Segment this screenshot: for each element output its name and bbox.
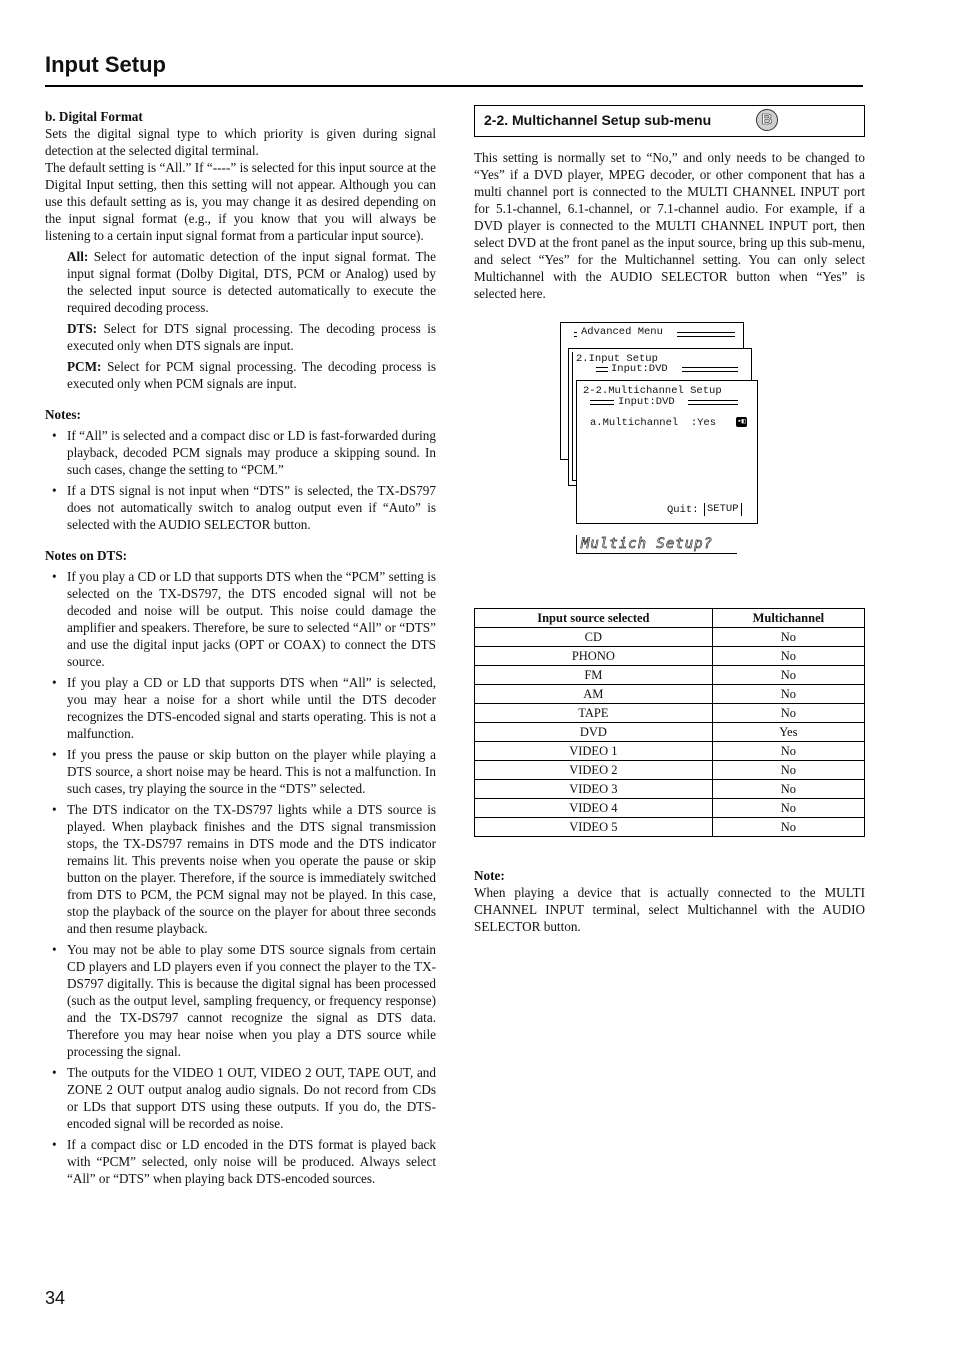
multichannel-setup-title: 2-2.Multichannel Setup — [583, 385, 722, 397]
table-row: VIDEO 1 No — [475, 742, 865, 761]
b-badge-icon: B — [756, 109, 778, 131]
table-row: AM No — [475, 685, 865, 704]
table-header-row — [475, 609, 865, 628]
option-pcm: PCM: Select for PCM signal processing. The decoding process is executed only when PCM signals are input. — [67, 359, 436, 391]
quit-label: Quit: — [667, 504, 699, 516]
multichannel-setup-source: Input:DVD — [618, 396, 675, 408]
option-dts: DTS: Select for DTS signal processing. The decoding process is executed only when DTS signals are input. — [67, 321, 436, 353]
input-setup-title: 2.Input Setup — [576, 353, 658, 365]
column-header: Input source selected — [475, 609, 713, 628]
osd-menu-diagram — [474, 322, 865, 582]
section-title: 2-2. Multichannel Setup sub-menu — [484, 112, 712, 128]
list-item: • If “All” is selected and a compact disc or LD is fast-forwarded during playback, decoded PCM signals may produce a skipping sound. In such cases, change the setting to “PCM.” — [52, 428, 436, 477]
right-column — [474, 105, 865, 935]
list-item: • If a compact disc or LD encoded in the DTS format is played back with “PCM” selected, only noise will be produced. Always select “All” or “DTS” when playing back DTS-encoded sources. — [52, 1137, 436, 1186]
table-row: VIDEO 2 No — [475, 761, 865, 780]
list-item: • If you play a CD or LD that supports DTS when “All” is selected, you may hear a noise for a short while until the DTS decoder recognizes the DTS-encoded signal and starts operating. This is not a malfunction. — [52, 675, 436, 741]
note-paragraph: When playing a device that is actually connected to the MULTI CHANNEL INPUT terminal, select Multichannel with the AUDIO SELECTOR button. — [474, 885, 865, 934]
lcd-display: Multich Setup? — [576, 535, 737, 554]
column-header: Multichannel — [712, 609, 864, 628]
input-setup-source: Input:DVD — [611, 363, 668, 375]
title-rule — [45, 85, 863, 87]
list-item: • You may not be able to play some DTS source signals from certain CD players and LD players even if you connect the player to the TX-DS797 digitally. This is because the digital signal has been processed (such as the output level, sampling frequency, or frequency response) and the TX-DS797 cannot recognize the signal as DTS data. Therefore you may hear noise when you play a DTS source while processing the signal. — [52, 942, 436, 1059]
intro-paragraph: The default setting is “All.” If “----” is selected for this input source at the Digital Input setting, then this setting will not appear. Although you can use this default setting as is, you may change it as desired depending on the input signal format (e.g., if you know that you will always be listening to a certain input signal format from a particular input source). — [45, 160, 436, 243]
table-row: VIDEO 4 No — [475, 799, 865, 818]
left-column — [45, 108, 436, 1191]
table-row: VIDEO 3 No — [475, 780, 865, 799]
cursor-icon: ▪◧ — [737, 418, 746, 426]
list-item: • The outputs for the VIDEO 1 OUT, VIDEO 2 OUT, TAPE OUT, and ZONE 2 OUT output analog audio signals. Do not record from CDs or LDs that support DTS using these outputs. If you do, the DTS-encoded signal will be recorded as noise. — [52, 1065, 436, 1131]
input-source-table — [474, 608, 865, 837]
dts-notes-heading: Notes on DTS: — [45, 548, 128, 563]
setup-key-label: SETUP — [704, 503, 742, 516]
table-row: TAPE No — [475, 704, 865, 723]
option-all: All: Select for automatic detection of the input signal format. The input signal format (Dolby Digital, DTS, PCM or Analog) used by the selected input source is detected automatically to execute the required decoding process. — [67, 249, 436, 315]
intro-paragraph: Sets the digital signal type to which priority is given during signal detection at the selected digital terminal. — [45, 126, 436, 158]
notes-heading: Notes: — [45, 407, 81, 422]
description-paragraph: This setting is normally set to “No,” and only needs to be changed to “Yes” if a DVD player, MPEG decoder, or other component that has a multi channel port is connected to the MULTI CHANNEL INPUT port for 5.1-channel, 6.1-channel, or 7.1-channel audio. For example, if a DVD player is connected to the MULTI CHANNEL INPUT port, then select DVD at the front panel as the input source, bring up this sub-menu, and select “Yes” for the Multichannel setting. You can only select Multichannel with the AUDIO SELECTOR button when “Yes” is selected here. — [474, 150, 865, 301]
list-item: • If a DTS signal is not input when “DTS” is selected, the TX-DS797 does not automatically switch to analog output even if “Auto” is selected with the AUDIO SELECTOR button. — [52, 483, 436, 532]
page-title: Input Setup — [45, 52, 166, 77]
list-item: • The DTS indicator on the TX-DS797 lights while a DTS source is played. When playback finishes and the DTS signal transmission stops, the TX-DS797 remains in DTS mode and the DTS indicator remains lit. This prevents noise when you operate the pause or skip button on the player. Therefore, if the source is immediately switched from DTS to PCM, the PCM signal may not be played. In this case, stop the playback of the source on the player for about three seconds and then resume playback. — [52, 802, 436, 936]
page-number: 34 — [45, 1288, 66, 1308]
table-row: VIDEO 5 No — [475, 818, 865, 837]
table-row: PHONO No — [475, 647, 865, 666]
multichannel-item: a.Multichannel :Yes — [590, 417, 717, 429]
list-item: • If you play a CD or LD that supports DTS when the “PCM” setting is selected on the TX-DS797, the DTS encoded signal will not be decoded and noise will be output. This noise could damage the amplifier and speakers. Therefore, be sure to selected “All” or “DTS” and use the digital input jacks (OPT or COAX) to connect the DTS source. — [52, 569, 436, 669]
table-row: DVD Yes — [475, 723, 865, 742]
table-row: CD No — [475, 628, 865, 647]
notes-list — [45, 427, 436, 533]
advanced-menu-title: Advanced Menu — [581, 326, 663, 338]
section-header-box — [474, 105, 865, 137]
list-item: • If you press the pause or skip button on the player while playing a DTS source, a short noise may be heard. This is not a malfunction. In such cases, try playing the source in the “DTS” selected. — [52, 747, 436, 796]
section-heading: b. Digital Format — [45, 109, 143, 124]
note-heading: Note: — [474, 868, 505, 883]
dts-notes-list — [45, 568, 436, 1187]
table-row: FM No — [475, 666, 865, 685]
